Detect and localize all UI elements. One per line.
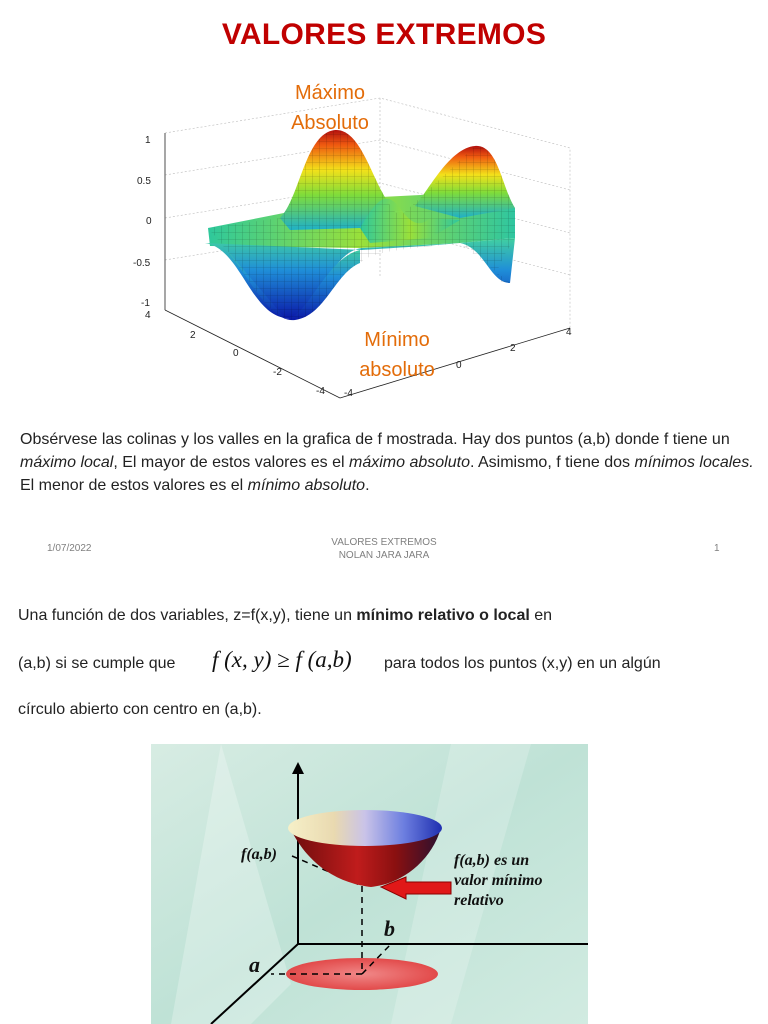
label-f-ab: f(a,b)	[241, 846, 277, 863]
footer-page-number: 1	[714, 543, 720, 554]
x-tick: 2	[510, 343, 516, 354]
z-tick: 0	[146, 216, 152, 227]
footer-center: VALORES EXTREMOS NOLAN JARA JARA	[331, 537, 437, 561]
x-tick: 0	[456, 360, 462, 371]
definition-line-3: círculo abierto con centro en (a,b).	[18, 701, 262, 718]
y-tick: 4	[145, 310, 151, 321]
y-tick: 0	[233, 348, 239, 359]
paraboloid-figure	[151, 744, 588, 1024]
footer-date: 1/07/2022	[47, 543, 92, 554]
definition-line-1: Una función de dos variables, z=f(x,y), tiene un mínimo relativo o local en	[18, 607, 553, 624]
z-tick: -1	[141, 298, 150, 309]
y-tick: 2	[190, 330, 196, 341]
explanation-paragraph: Obsérvese las colinas y los valles en la grafica de f mostrada. Hay dos puntos (a,b) donde f tiene un máximo local, El mayor de estos valores es el máximo absoluto. Asimismo, f tiene dos mínimos locales. El menor de estos valores es el mínimo absoluto.	[20, 431, 754, 494]
max-annotation: Máximo Absoluto	[291, 82, 369, 134]
inequality-formula: f (x, y) ≥ f (a,b)	[212, 647, 352, 672]
minimum-note: f(a,b) es un valor mínimo relativo	[454, 852, 543, 909]
y-tick: -2	[273, 367, 282, 378]
min-annotation: Mínimo absoluto	[359, 329, 435, 381]
x-tick: -4	[344, 388, 353, 399]
label-a: a	[249, 952, 260, 977]
z-tick: 1	[145, 135, 151, 146]
label-b: b	[384, 916, 395, 941]
z-tick: -0.5	[133, 258, 151, 269]
definition-line-2b: para todos los puntos (x,y) en un algún	[384, 655, 661, 672]
z-tick: 0.5	[137, 176, 151, 187]
slide-title: VALORES EXTREMOS	[221, 18, 547, 51]
x-tick: 4	[566, 327, 572, 338]
y-tick: -4	[316, 386, 325, 397]
definition-line-2: (a,b) si se cumple que	[18, 655, 176, 672]
